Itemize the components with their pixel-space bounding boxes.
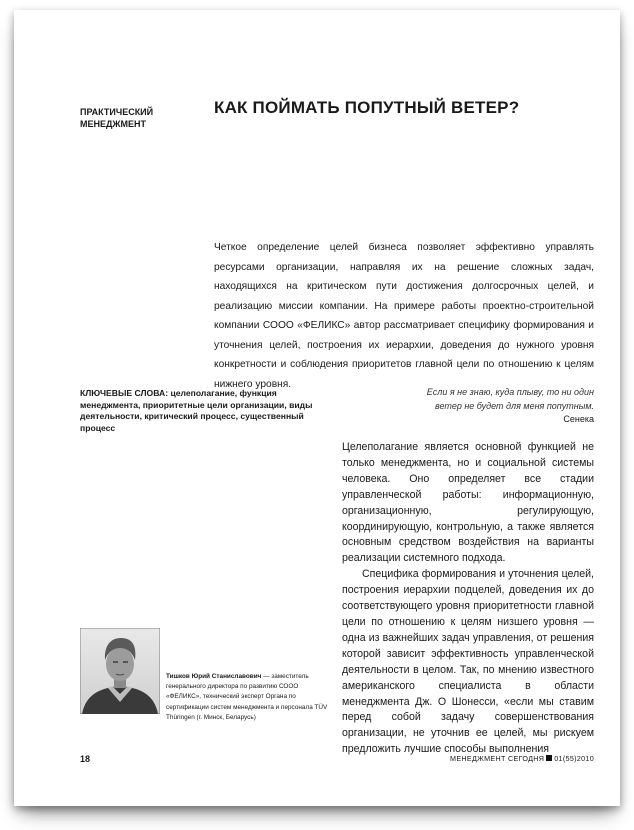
journal-footer [414, 754, 594, 763]
epigraph-line-1: Если я не знаю, куда плыву, то ни один [426, 387, 594, 397]
keywords-label: КЛЮЧЕВЫЕ СЛОВА: [80, 388, 169, 398]
article-body [342, 440, 594, 758]
rubric-line-1: ПРАКТИЧЕСКИЙ [80, 107, 154, 117]
section-rubric [80, 106, 200, 130]
author-name: Тишков Юрий Станиславович [166, 673, 262, 680]
body-paragraph-2: Специфика формирования и уточнения целей, построения иерархии подцелей, доведения их до соответствующего уровня приоритетности главной цели по отношению к целям низшего уровня — одна из важнейших задач управления, от решения которой зависит эффективность управленческой деятельности в целом. Так, по мнению известного американского специалиста в области менеджмента Дж. О Шонесси, «если мы ставим перед собой задачу совершенствования организации, не уточнив ее целей, мы рискуем предложить лучшие способы выполнения [342, 568, 594, 756]
epigraph-line-2: ветер не будет для меня попутным. [434, 400, 594, 411]
journal-issue: 01(55)2010 [554, 754, 594, 763]
author-caption [166, 672, 334, 723]
body-paragraph-1: Целеполагание является основной функцией не только менеджмента, но и социальной системы человека. Оно определяет все стадии управленческой работы: информационную, организационную, регулирующую, координирующую, контрольную, а также является основным средством воздействия на варианты реализации системного подхода. [342, 441, 594, 565]
epigraph-author: Сенека [563, 414, 594, 424]
lead-paragraph [214, 238, 594, 394]
author-portrait-image [80, 628, 160, 714]
article-title: КАК ПОЙМАТЬ ПОПУТНЫЙ ВЕТЕР? [214, 98, 520, 117]
author-description: — заместитель генерального директора по развитию СООО «ФЕЛИКС», технический эксперт Органа по сертификации систем менеджмента и персонала TÜV Thüringen (г. Минск, Беларусь) [166, 673, 328, 721]
magazine-page [14, 10, 620, 806]
journal-name: МЕНЕДЖМЕНТ СЕГОДНЯ [450, 754, 545, 763]
page-number: 18 [80, 754, 91, 764]
square-bullet-icon [546, 755, 552, 761]
lead-text: Четкое определение целей бизнеса позволяет эффективно управлять ресурсами организации, направляя их на решение сложных задач, находящихся на критическом пути достижения долгосрочных целей, и реализацию миссии компании. На примере работы проектно-строительной компании СООО «ФЕЛИКС» автор рассматривает специфику формирования и уточнения целей, построения их иерархии, доведения до нужного уровня конкретности и соблюдения приоритетов главной цели по отношению к целям нижнего уровня. [214, 242, 594, 390]
keywords-block [80, 388, 334, 434]
keywords-text: целеполагание, функция менеджмента, приоритетные цели организации, виды деятельности, критический процесс, существенный процесс [80, 388, 313, 433]
author-photo [80, 628, 160, 714]
rubric-line-2: МЕНЕДЖМЕНТ [80, 119, 147, 129]
epigraph [406, 386, 594, 427]
